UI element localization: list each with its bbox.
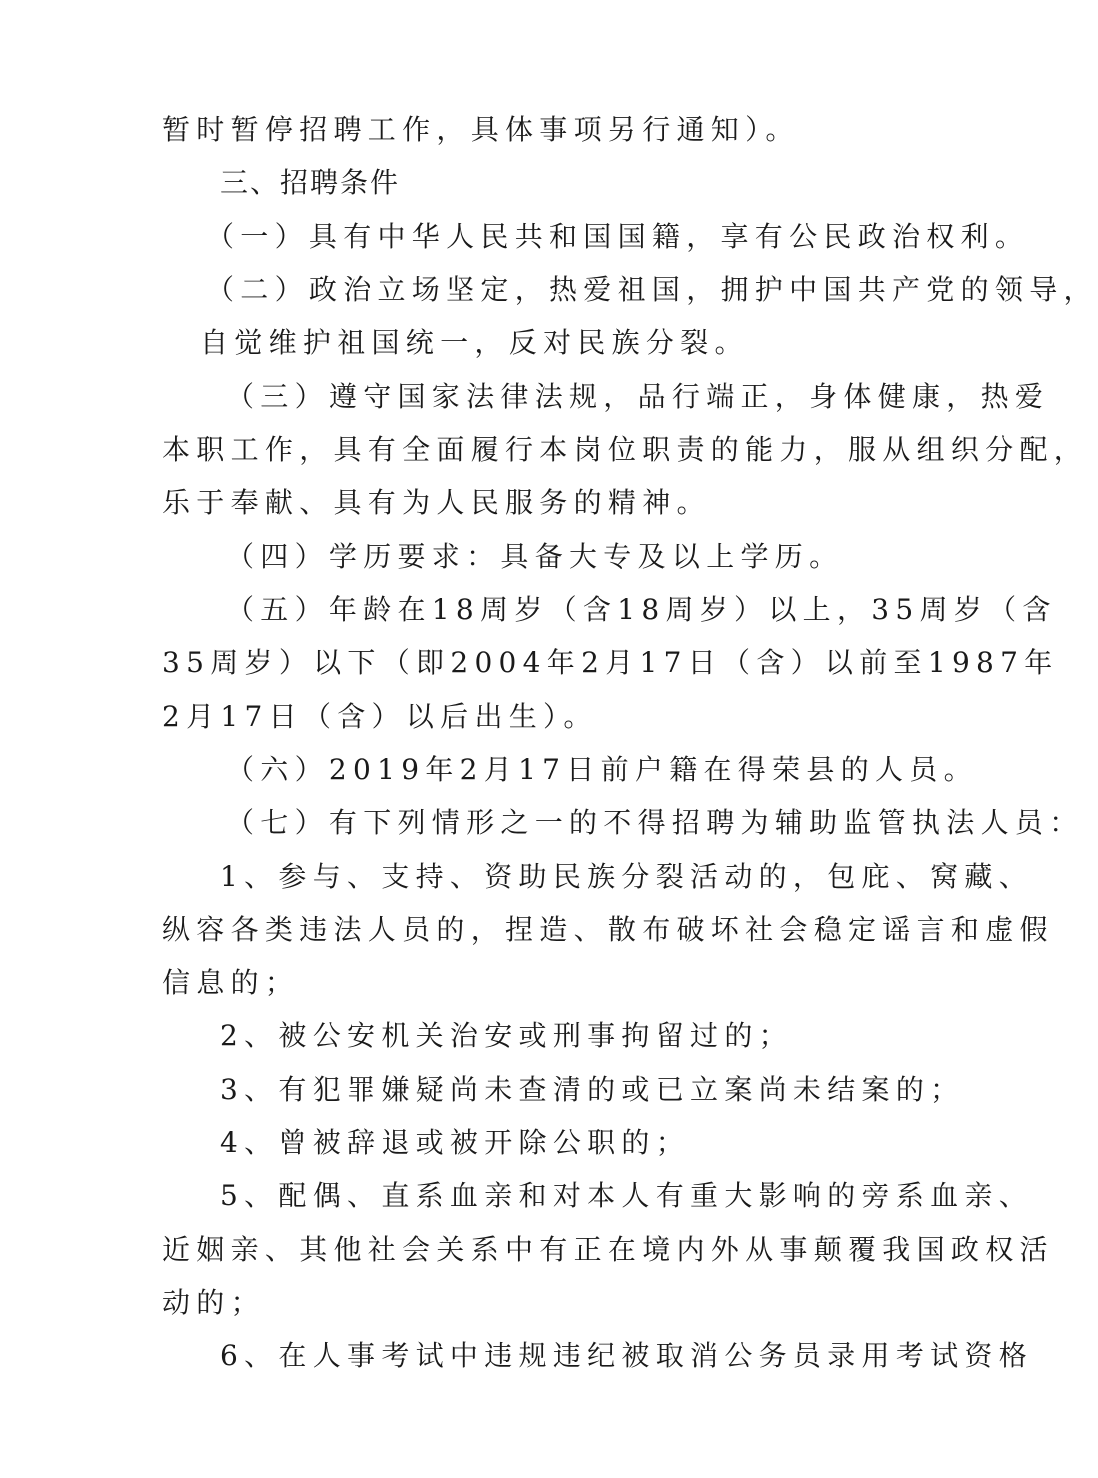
- text-line: 2、被公安机关治安或刑事拘留过的；: [220, 1019, 793, 1052]
- text-line: （二）政治立场坚定，热爱祖国，拥护中国共产党的领导，: [206, 273, 1098, 306]
- text-line: （五）年龄在18周岁（含18周岁）以上，35周岁（含: [226, 593, 1057, 626]
- text-line: 本职工作，具有全面履行本岗位职责的能力，服从组织分配，: [162, 433, 1089, 466]
- text-line: 自觉维护祖国统一，反对民族分裂。: [200, 326, 749, 359]
- text-line: （六）2019年2月17日前户籍在得荣县的人员。: [226, 753, 978, 786]
- text-line: 35周岁）以下（即2004年2月17日（含）以前至1987年: [162, 646, 1059, 679]
- text-line: 暂时暂停招聘工作，具体事项另行通知）。: [162, 113, 800, 146]
- section-heading: 三、招聘条件: [220, 166, 401, 199]
- text-line: 1、参与、支持、资助民族分裂活动的，包庇、窝藏、: [220, 860, 1034, 893]
- text-line: 近姻亲、其他社会关系中有正在境内外从事颠覆我国政权活: [162, 1233, 1054, 1266]
- text-line: 纵容各类违法人员的，捏造、散布破坏社会稳定谣言和虚假: [162, 913, 1054, 946]
- text-line: （七）有下列情形之一的不得招聘为辅助监管执法人员：: [226, 806, 1084, 839]
- text-line: （三）遵守国家法律法规，品行端正，身体健康，热爱: [226, 380, 1050, 413]
- text-line: 5、配偶、直系血亲和对本人有重大影响的旁系血亲、: [220, 1179, 1034, 1212]
- text-line: 乐于奉献、具有为人民服务的精神。: [162, 486, 711, 519]
- text-line: 动的；: [162, 1286, 265, 1319]
- text-line: 4、曾被辞退或被开除公职的；: [220, 1126, 691, 1159]
- text-line: 3、有犯罪嫌疑尚未查清的或已立案尚未结案的；: [220, 1073, 965, 1106]
- text-line: （一）具有中华人民共和国国籍，享有公民政治权利。: [206, 220, 1030, 253]
- text-line: 信息的；: [162, 966, 300, 999]
- text-line: 2月17日（含）以后出生）。: [162, 700, 598, 733]
- text-line: 6、在人事考试中违规违纪被取消公务员录用考试资格: [220, 1339, 1034, 1372]
- text-line: （四）学历要求：具备大专及以上学历。: [226, 540, 844, 573]
